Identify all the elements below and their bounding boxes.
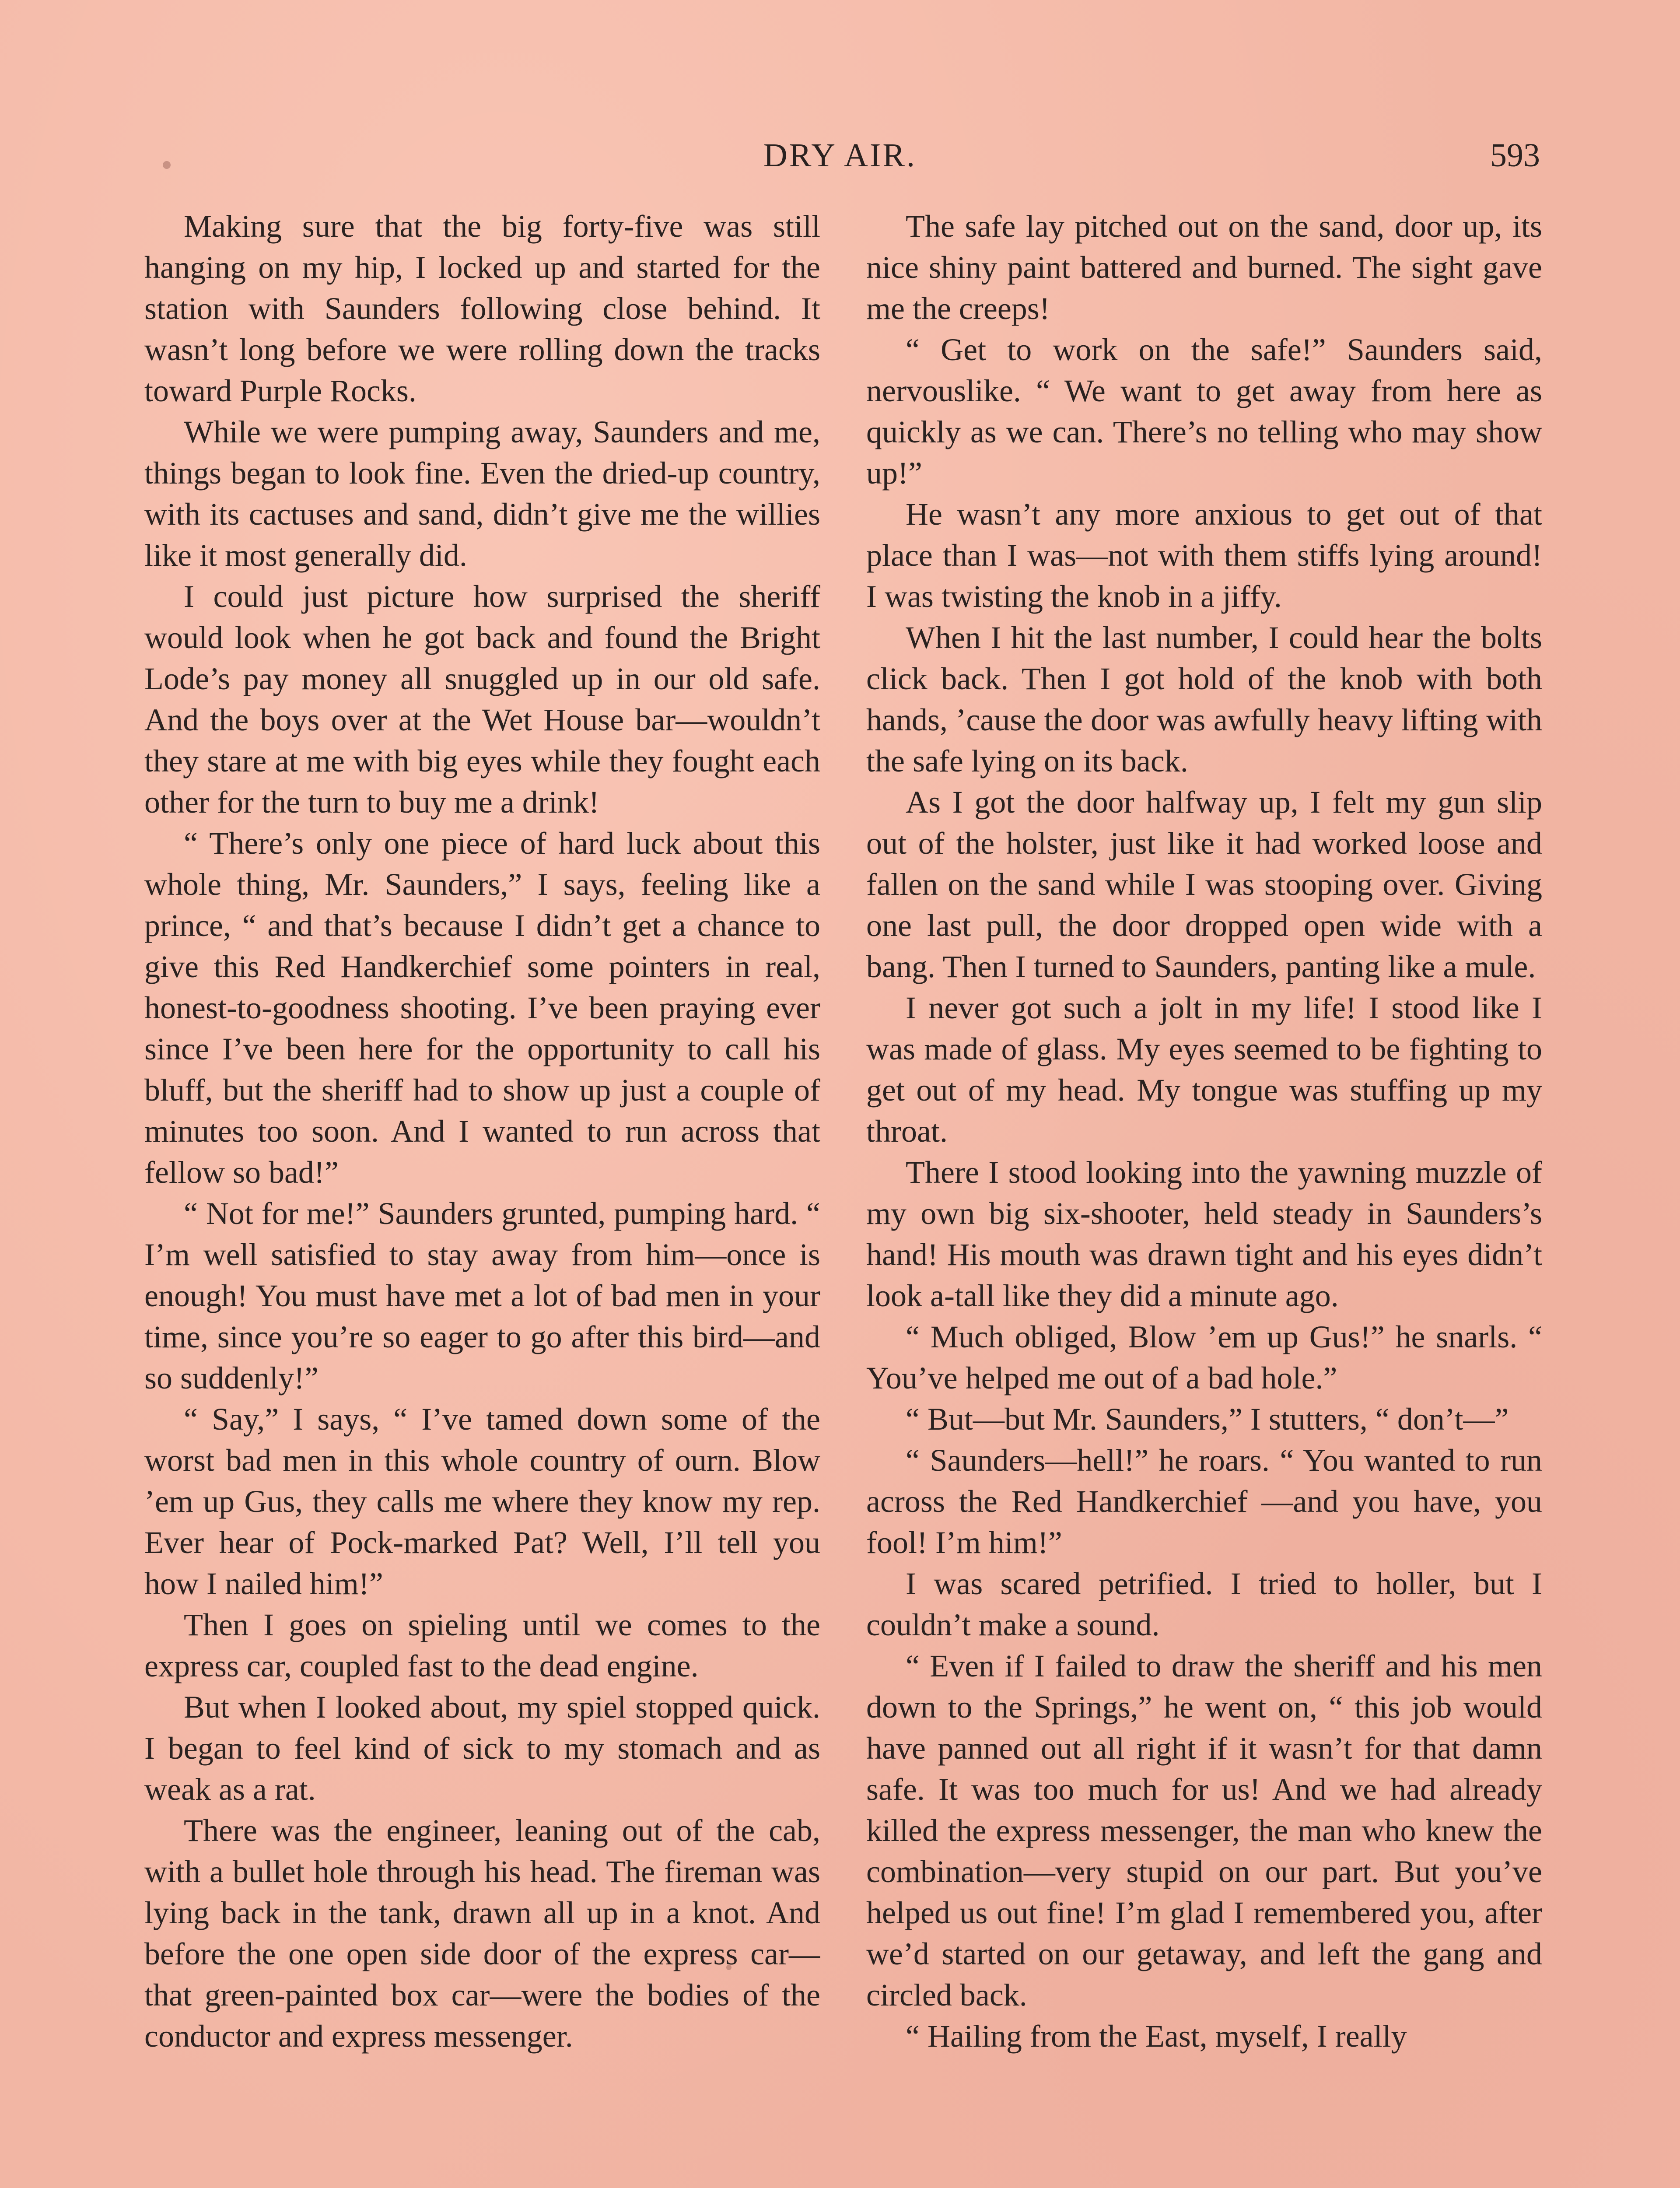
paragraph: “ Say,” I says, “ I’ve tamed down some of the worst bad men in this whole country of ourn. Blow ’em up Gus, they calls me where they know my rep. Ever hear of Pock-marked Pat? Well, I’ll tell you how I nailed him!” [144, 1402, 820, 1601]
paragraph: There I stood looking into the yawning muzzle of my own big six-shooter, held steady in Saunders’s hand! His mouth was drawn tight and his eyes didn’t look a-tall like they did a minute ago. [866, 1155, 1542, 1313]
paragraph: Then I goes on spieling until we comes to the express car, coupled fast to the dead engine. [144, 1607, 820, 1683]
page-header [140, 131, 1540, 179]
paragraph: “ Much obliged, Blow ’em up Gus!” he snarls. “ You’ve helped me out of a bad hole.” [866, 1319, 1542, 1396]
right-column [866, 206, 1542, 2188]
left-column [144, 206, 820, 2188]
paragraph: While we were pumping away, Saunders and me, things began to look fine. Even the dried-up country, with its cactuses and sand, didn’t give me the willies like it most generally did. [144, 414, 820, 573]
paragraph: “ Even if I failed to draw the sheriff and his men down to the Springs,” he went on, “ this job would have panned out all right if it wasn’t for that damn safe. It was too much for us! And we had already killed the express messenger, the man who knew the combination—very stupid on our part. But you’ve helped us out fine! I’m glad I remembered you, after we’d started on our getaway, and left the gang and circled back. [866, 1648, 1542, 2013]
paragraph: I was scared petrified. I tried to holler, but I couldn’t make a sound. [866, 1566, 1542, 1642]
paragraph: There was the engineer, leaning out of the cab, with a bullet hole through his head. The fireman was lying back in the tank, drawn all up in a knot. And before the one open side door of the express car—that green-painted box car—were the bodies of the conductor and express messenger. [144, 1813, 820, 2054]
paragraph: “ Get to work on the safe!” Saunders said, nervouslike. “ We want to get away from here as quickly as we can. There’s no telling who may show up!” [866, 332, 1542, 491]
paragraph: Making sure that the big forty-five was still hanging on my hip, I locked up and started for the station with Saunders following close behind. It wasn’t long before we were rolling down the tracks toward Purple Rocks. [144, 209, 820, 408]
paragraph: I could just picture how surprised the sheriff would look when he got back and found the Bright Lode’s pay money all snuggled up in our old safe. And the boys over at the Wet House bar—wouldn’t they stare at me with big eyes while they fought each other for the turn to buy me a drink! [144, 579, 820, 820]
paragraph: He wasn’t any more anxious to get out of that place than I was—not with them stiffs lying around! I was twisting the knob in a jiffy. [866, 497, 1542, 614]
paragraph: “ Not for me!” Saunders grunted, pumping hard. “ I’m well satisfied to stay away from him—once is enough! You must have met a lot of bad men in your time, since you’re so eager to go after this bird—and so suddenly!” [144, 1196, 820, 1396]
paragraph: “ But—but Mr. Saunders,” I stutters, “ don’t—” [906, 1402, 1509, 1437]
running-title: DRY AIR. [763, 137, 917, 174]
paragraph: I never got such a jolt in my life! I stood like I was made of glass. My eyes seemed to be fighting to get out of my head. My tongue was stuffing up my throat. [866, 990, 1542, 1149]
paragraph: “ Saunders—hell!” he roars. “ You wanted to run across the Red Handkerchief —and you have, you fool! I’m him!” [866, 1443, 1542, 1560]
paragraph: But when I looked about, my spiel stopped quick. I began to feel kind of sick to my stomach and as weak as a rat. [144, 1690, 820, 1807]
paragraph: When I hit the last number, I could hear the bolts click back. Then I got hold of the knob with both hands, ’cause the door was awfully heavy lifting with the safe lying on its back. [866, 620, 1542, 778]
page-number: 593 [1490, 137, 1540, 174]
paragraph: As I got the door halfway up, I felt my gun slip out of the holster, just like it had worked loose and fallen on the sand while I was stooping over. Giving one last pull, the door dropped open wide with a bang. Then I turned to Saunders, panting like a mule. [866, 785, 1542, 984]
paragraph: “ There’s only one piece of hard luck about this whole thing, Mr. Saunders,” I says, feeling like a prince, “ and that’s because I didn’t get a chance to give this Red Handkerchief some pointers in real, honest-to-goodness shooting. I’ve been praying ever since I’ve been here for the opportunity to call his bluff, but the sheriff had to show up just a couple of minutes too soon. And I wanted to run across that fellow so bad!” [144, 826, 820, 1190]
paragraph: The safe lay pitched out on the sand, door up, its nice shiny paint battered and burned. The sight gave me the creeps! [866, 209, 1542, 326]
paragraph: “ Hailing from the East, myself, I really [906, 2019, 1407, 2054]
article-body [144, 206, 1540, 2188]
